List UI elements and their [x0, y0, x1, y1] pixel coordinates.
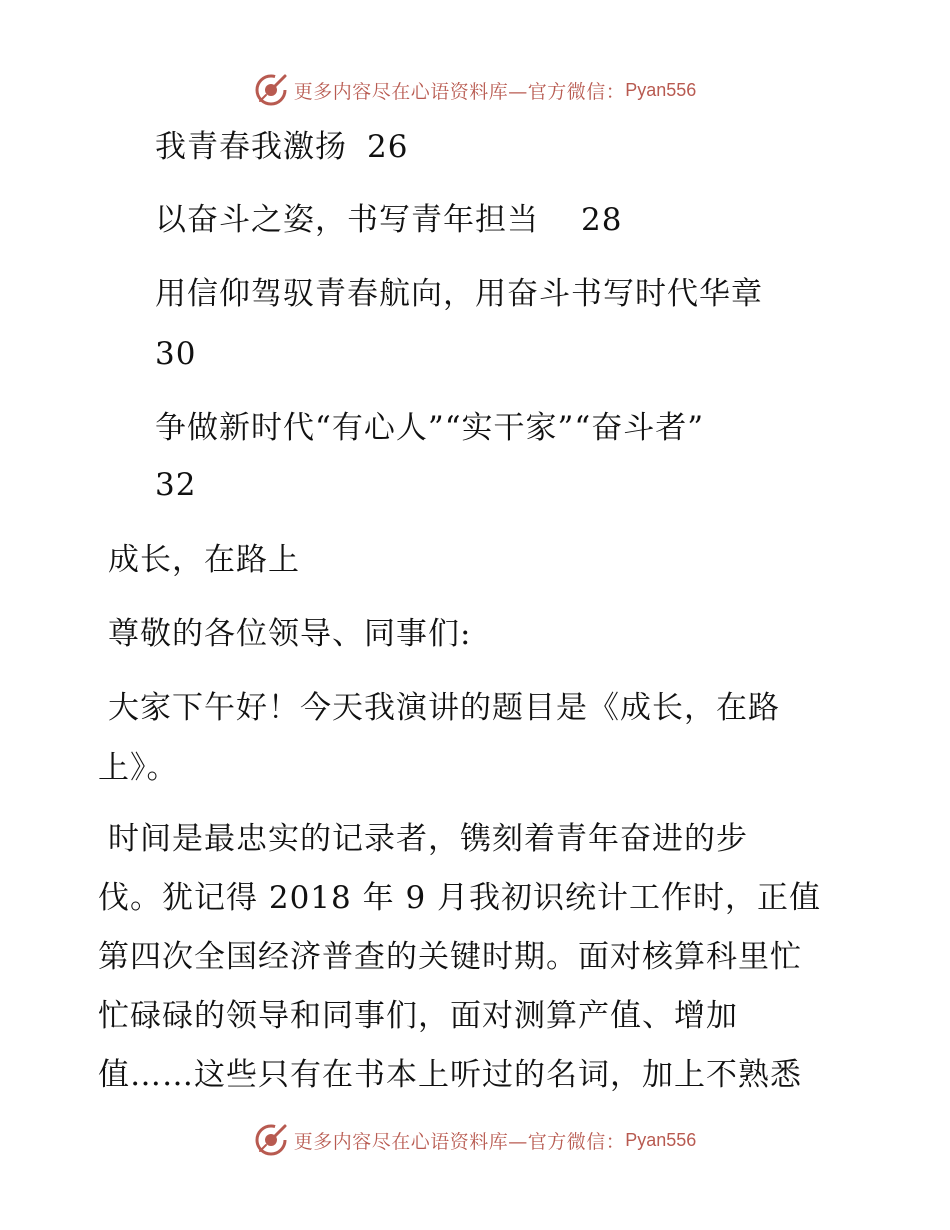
watermark-text: 更多内容尽在心语资料库—官方微信：	[293, 80, 626, 103]
toc-entry-title: 争做新时代“有心人”“实干家”“奋斗者”	[155, 410, 705, 446]
toc-entry-title: 我青春我激扬	[155, 129, 347, 165]
toc-entry	[155, 200, 622, 240]
paragraph-line: 值……这些只有在书本上听过的名词，加上不熟悉	[98, 1057, 802, 1093]
toc-entry-title: 用信仰驾驭青春航向，用奋斗书写时代华章	[155, 276, 763, 312]
paragraph-line: 上》。	[98, 750, 179, 786]
watermark-header	[0, 70, 950, 110]
paragraph-line: 伐。犹记得 2018 年 9 月我初识统计工作时，正值	[98, 880, 822, 916]
toc-entry-page: 32	[155, 467, 197, 503]
toc-entry-page: 26	[367, 129, 409, 165]
paragraph-line: 大家下午好！今天我演讲的题目是《成长，在路	[108, 690, 780, 726]
watermark-wechat-id: Pyan556	[625, 1129, 697, 1150]
brush-logo-icon	[254, 1123, 288, 1157]
watermark-text: 更多内容尽在心语资料库—官方微信：	[293, 1130, 626, 1153]
salutation: 尊敬的各位领导、同事们:	[108, 616, 472, 652]
watermark-footer	[0, 1120, 950, 1160]
article-title: 成长，在路上	[108, 542, 300, 578]
toc-entry-page: 30	[155, 336, 197, 372]
toc-entry	[155, 127, 408, 167]
paragraph-line: 第四次全国经济普查的关键时期。面对核算科里忙	[98, 939, 802, 975]
toc-entry-title: 以奋斗之姿，书写青年担当	[155, 202, 539, 238]
paragraph-line: 忙碌碌的领导和同事们，面对测算产值、增加	[98, 998, 738, 1034]
toc-entry-page: 28	[581, 202, 623, 238]
brush-logo-icon	[254, 73, 288, 107]
paragraph-line: 时间是最忠实的记录者，镌刻着青年奋进的步	[108, 821, 748, 857]
watermark-wechat-id: Pyan556	[625, 79, 697, 100]
